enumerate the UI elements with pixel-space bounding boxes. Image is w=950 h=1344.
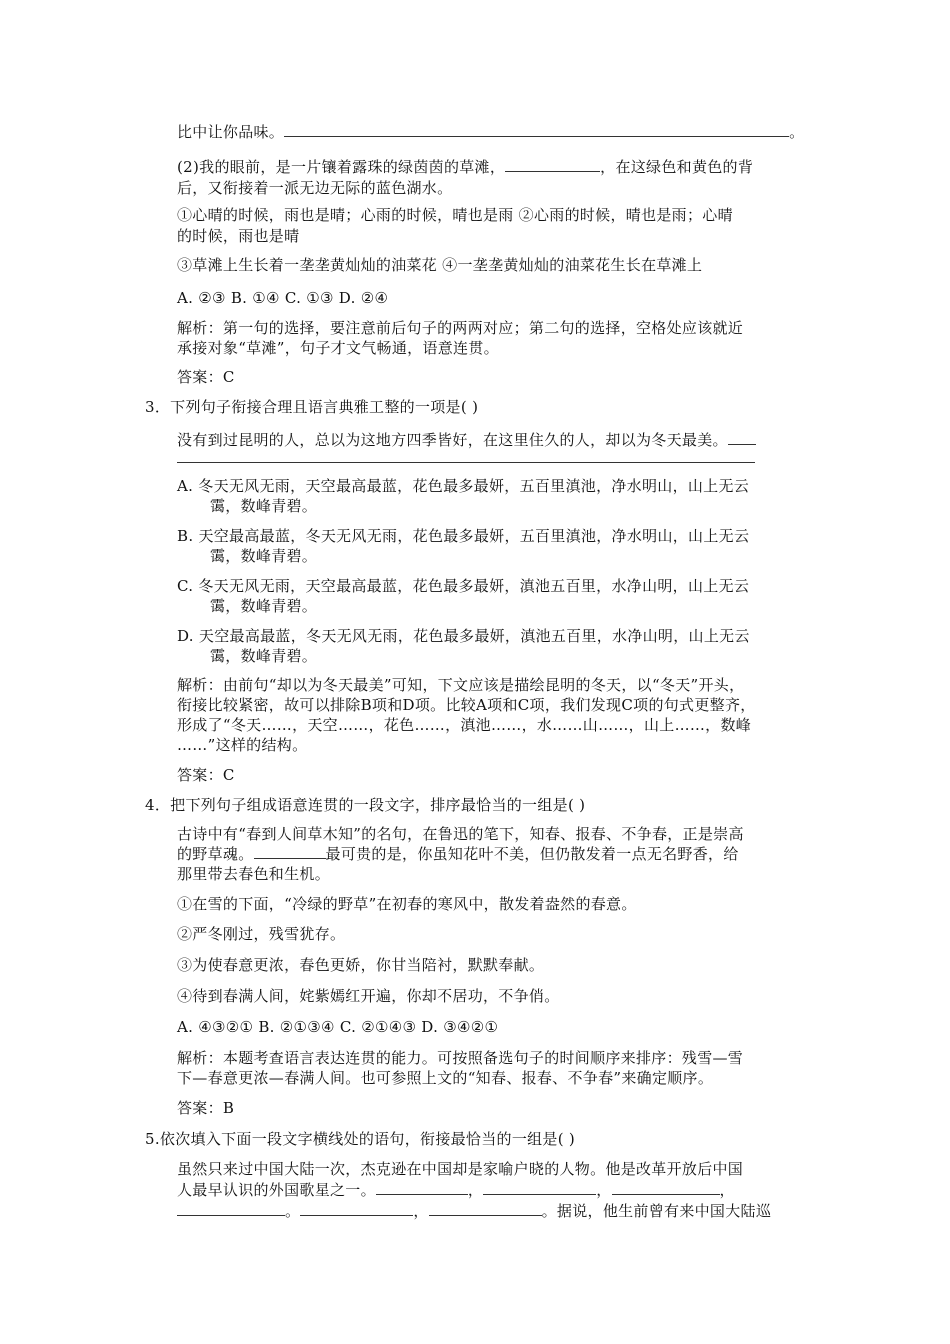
answer-blank bbox=[177, 1201, 285, 1216]
answer-blank bbox=[429, 1201, 542, 1216]
answer-blank-line bbox=[177, 462, 755, 463]
analysis-line-1: 解析：由前句“却以为冬天最美”可知，下文应该是描绘昆明的冬天，以“冬天”开头， bbox=[177, 676, 745, 694]
option-a-line-1: A. 冬天无风无雨，天空最高最蓝，花色最多最妍，五百里滇池，净水明山，山上无云 bbox=[177, 477, 750, 495]
question-4-passage-line-2: 的野草魂。 最可贵的是，你虽知花叶不美，但仍散发着一点无名野香，给 bbox=[177, 845, 739, 863]
option-c-line-2: 霭，数峰青碧。 bbox=[210, 597, 318, 615]
answer-key: 答案：C bbox=[177, 368, 235, 386]
analysis-line-4: ……”这样的结构。 bbox=[177, 736, 308, 754]
answer-key: 答案：C bbox=[177, 766, 235, 784]
question-4-passage-line-1: 古诗中有“春到人间草木知”的名句，在鲁迅的笔下，知春、报春、不争春，正是崇高 bbox=[177, 825, 744, 843]
option-line-3: ③草滩上生长着一垄垄黄灿灿的油菜花 ④一垄垄黄灿灿的油菜花生长在草滩上 bbox=[177, 256, 703, 274]
option-line-1: ①心晴的时候，雨也是晴；心雨的时候，晴也是雨 ②心雨的时候，晴也是雨；心晴 bbox=[177, 206, 733, 224]
question-5-passage-line-3: 。 ， 。据说，他生前曾有来中国大陆巡 bbox=[177, 1201, 771, 1221]
answer-blank bbox=[483, 1180, 596, 1195]
answer-choices: A. ④③②① B. ②①③④ C. ②①④③ D. ③④②① bbox=[177, 1018, 499, 1036]
analysis-line-1: 解析：本题考查语言表达连贯的能力。可按照备选句子的时间顺序来排序：残雪—雪 bbox=[177, 1049, 744, 1067]
sentence-2: ②严冬刚过，残雪犹存。 bbox=[177, 925, 346, 943]
answer-blank bbox=[728, 430, 756, 445]
question-4-title: 4．把下列句子组成语意连贯的一段文字，排序最恰当的一组是( ) bbox=[145, 796, 586, 814]
option-a-line-2: 霭，数峰青碧。 bbox=[210, 497, 318, 515]
intro-line-1: 比中让你品味。 。 bbox=[177, 123, 805, 141]
option-line-1b: 的时候，雨也是晴 bbox=[177, 227, 300, 245]
sentence-3: ③为使春意更浓，春色更娇，你甘当陪衬，默默奉献。 bbox=[177, 956, 545, 974]
analysis-line-1: 解析：第一句的选择，要注意前后句子的两两对应；第二句的选择，空格处应该就近 bbox=[177, 319, 744, 337]
answer-blank bbox=[376, 1180, 468, 1195]
answer-key: 答案：B bbox=[177, 1099, 235, 1117]
answer-blank bbox=[254, 844, 326, 859]
answer-blank bbox=[300, 1201, 413, 1216]
option-d-line-2: 霭，数峰青碧。 bbox=[210, 647, 318, 665]
analysis-line-2: 下—春意更浓—春满人间。也可参照上文的“知春、报春、不争春”来确定顺序。 bbox=[177, 1069, 714, 1087]
option-c-line-1: C. 冬天无风无雨，天空最高最蓝，花色最多最妍，滇池五百里，水净山明，山上无云 bbox=[177, 577, 750, 595]
analysis-line-3: 形成了“冬天……，天空……，花色……，滇池……，水……山……，山上……，数峰 bbox=[177, 716, 752, 734]
analysis-line-2: 承接对象“草滩”，句子才文气畅通，语意连贯。 bbox=[177, 339, 499, 357]
analysis-line-2: 衔接比较紧密，故可以排除B项和D项。比较A项和C项，我们发现C项的句式更整齐， bbox=[177, 696, 756, 714]
question-3-stem: 没有到过昆明的人，总以为这地方四季皆好，在这里住久的人，却以为冬天最美。 bbox=[177, 430, 756, 450]
question-5-passage-line-2: 人最早认识的外国歌星之一。 ， ， ， bbox=[177, 1181, 735, 1199]
question-3-title: 3．下列句子衔接合理且语言典雅工整的一项是( ) bbox=[145, 398, 479, 416]
question-2-2-line-2: 后，又衔接着一派无边无际的蓝色湖水。 bbox=[177, 179, 453, 197]
option-b-line-1: B. 天空最高最蓝，冬天无风无雨，花色最多最妍，五百里滇池，净水明山，山上无云 bbox=[177, 527, 750, 545]
sentence-1: ①在雪的下面，“冷绿的野草”在初春的寒风中，散发着盎然的春意。 bbox=[177, 895, 637, 913]
sentence-4: ④待到春满人间，姹紫嫣红开遍，你却不居功，不争俏。 bbox=[177, 987, 560, 1005]
question-2-2-line-1: (2)我的眼前，是一片镶着露珠的绿茵茵的草滩， ，在这绿色和黄色的背 bbox=[177, 158, 754, 176]
option-b-line-2: 霭，数峰青碧。 bbox=[210, 547, 318, 565]
answer-blank bbox=[284, 122, 789, 137]
question-5-title: 5.依次填入下面一段文字横线处的语句，衔接最恰当的一组是( ) bbox=[145, 1130, 576, 1148]
question-5-passage-line-1: 虽然只来过中国大陆一次，杰克逊在中国却是家喻户晓的人物。他是改革开放后中国 bbox=[177, 1160, 744, 1178]
question-4-passage-line-3: 那里带去春色和生机。 bbox=[177, 865, 331, 883]
answer-choices: A. ②③ B. ①④ C. ①③ D. ②④ bbox=[177, 289, 389, 307]
option-d-line-1: D. 天空最高最蓝，冬天无风无雨，花色最多最妍，滇池五百里，水净山明，山上无云 bbox=[177, 627, 750, 645]
answer-blank bbox=[612, 1180, 720, 1195]
answer-blank bbox=[505, 157, 600, 172]
